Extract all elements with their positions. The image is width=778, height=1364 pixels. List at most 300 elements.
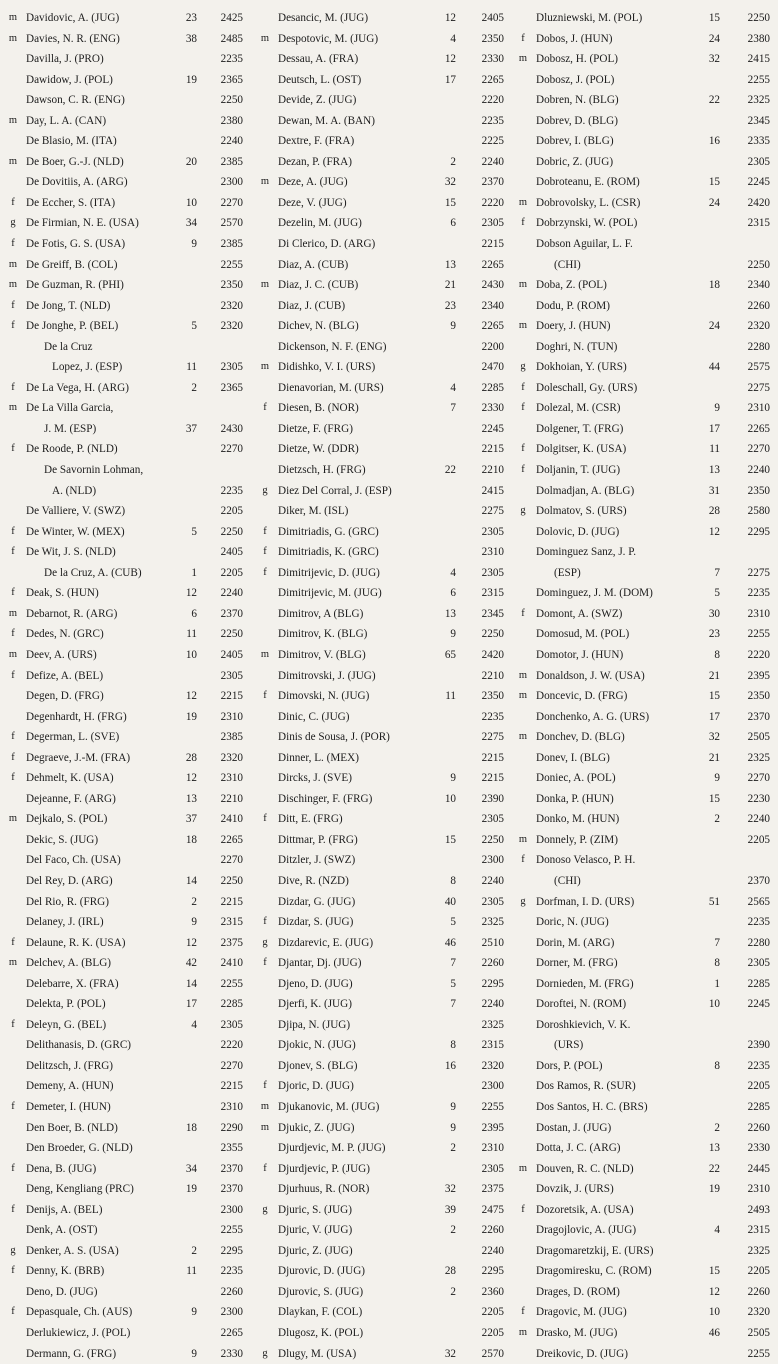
player-name: De Dovitiis, A. (ARG) [26, 176, 128, 189]
elo-rating: 2370 [747, 874, 770, 887]
games-count: 9 [450, 628, 456, 641]
player-name: Deev, A. (URS) [26, 648, 97, 661]
player-name: Dokhoian, Y. (URS) [536, 361, 627, 374]
elo-rating: 2493 [747, 1203, 770, 1216]
player-entry [4, 666, 256, 687]
elo-rating: 2270 [220, 443, 243, 456]
games-count: 15 [708, 792, 720, 805]
player-entry [256, 172, 514, 193]
player-entry [514, 522, 776, 543]
player-name: Dimitrijevic, D. (JUG) [278, 566, 380, 579]
player-entry [4, 49, 256, 70]
player-entry [514, 1159, 776, 1180]
elo-rating: 2350 [747, 690, 770, 703]
elo-rating: 2385 [220, 731, 243, 744]
elo-rating: 2200 [481, 340, 504, 353]
player-name: Denny, K. (BRB) [26, 1265, 105, 1278]
title-marker: g [10, 1244, 16, 1256]
elo-rating: 2265 [220, 1327, 243, 1339]
elo-rating: 2305 [220, 1018, 243, 1031]
player-entry [256, 522, 514, 543]
player-name: Dors, P. (POL) [536, 1059, 603, 1072]
player-entry [256, 1302, 514, 1323]
player-entry [4, 1076, 256, 1097]
games-count: 37 [185, 813, 197, 826]
title-marker: f [11, 751, 15, 763]
player-entry [4, 748, 256, 769]
elo-rating: 2235 [481, 710, 504, 723]
player-entry [256, 892, 514, 913]
player-name: Dena, B. (JUG) [26, 1162, 97, 1175]
elo-rating: 2415 [481, 484, 504, 497]
player-name: Dienavorian, M. (URS) [278, 381, 384, 394]
player-name: Deak, S. (HUN) [26, 587, 99, 600]
elo-rating: 2395 [747, 669, 770, 682]
player-name: Davilla, J. (PRO) [26, 53, 104, 66]
player-name: De Savornin Lohman, [44, 464, 144, 477]
elo-rating: 2270 [220, 1059, 243, 1072]
player-entry [514, 542, 776, 563]
games-count: 10 [708, 1306, 720, 1319]
games-count: 2 [450, 1285, 456, 1298]
player-name: Dobrev, D. (BLG) [536, 114, 618, 127]
elo-rating: 2215 [220, 895, 243, 908]
title-marker: f [11, 1265, 15, 1277]
player-name: Dominguez Sanz, J. P. [536, 546, 637, 559]
player-entry [256, 1261, 514, 1282]
player-entry [514, 994, 776, 1015]
player-name: Domont, A. (SWZ) [536, 607, 623, 620]
player-name: Degraeve, J.-M. (FRA) [26, 751, 131, 764]
title-marker: f [521, 854, 525, 866]
player-name: Donko, M. (HUN) [536, 813, 620, 826]
player-entry [4, 645, 256, 666]
player-entry [4, 1138, 256, 1159]
games-count: 7 [450, 998, 456, 1011]
elo-rating: 2215 [481, 772, 504, 785]
games-count: 2 [191, 381, 197, 394]
games-count: 9 [450, 1100, 456, 1113]
games-count: 9 [450, 320, 456, 333]
elo-rating: 2410 [220, 957, 243, 970]
elo-rating: 2295 [481, 977, 504, 990]
player-name: Doba, Z. (POL) [536, 279, 607, 292]
player-name: Dreikovic, D. (JUG) [536, 1347, 628, 1360]
player-name: Doric, N. (JUG) [536, 916, 609, 929]
player-name: Dittmar, P. (FRG) [278, 833, 358, 846]
player-entry [256, 1179, 514, 1200]
player-name: Doncevic, D. (FRG) [536, 690, 628, 703]
player-name: De Roode, P. (NLD) [26, 443, 118, 456]
games-count: 8 [714, 1059, 720, 1072]
player-name: Dobos, J. (HUN) [536, 32, 613, 45]
games-count: 18 [708, 279, 720, 292]
player-name: Di Clerico, D. (ARG) [278, 238, 376, 251]
games-count: 14 [185, 874, 197, 887]
elo-rating: 2315 [220, 916, 243, 929]
player-name: Dermann, G. (FRG) [26, 1347, 117, 1360]
player-entry [4, 439, 256, 460]
elo-rating: 2210 [481, 669, 504, 682]
games-count: 31 [708, 484, 720, 497]
elo-rating: 2215 [220, 1080, 243, 1093]
player-name: Delithanasis, D. (GRC) [26, 1039, 132, 1052]
player-entry [256, 152, 514, 173]
elo-rating: 2210 [481, 464, 504, 477]
player-name: Denijs, A. (BEL) [26, 1203, 103, 1216]
elo-rating: 2265 [481, 320, 504, 333]
title-marker: f [11, 299, 15, 311]
elo-rating: 2220 [747, 648, 770, 661]
title-marker: m [518, 1162, 528, 1174]
elo-rating: 2310 [747, 1183, 770, 1196]
elo-rating: 2275 [481, 731, 504, 744]
player-entry [514, 1015, 776, 1036]
games-count: 8 [450, 874, 456, 887]
elo-rating: 2205 [747, 833, 770, 846]
player-name: Denk, A. (OST) [26, 1224, 98, 1237]
elo-rating: 2285 [220, 998, 243, 1011]
player-name: Dluzniewski, M. (POL) [536, 12, 643, 24]
title-marker: m [8, 12, 18, 23]
elo-rating: 2315 [747, 1224, 770, 1237]
games-count: 40 [444, 895, 456, 908]
title-marker: m [260, 32, 270, 44]
elo-rating: 2340 [747, 279, 770, 292]
player-entry [256, 296, 514, 317]
games-count: 17 [185, 998, 197, 1011]
elo-rating: 2305 [747, 957, 770, 970]
games-count: 12 [185, 936, 197, 949]
player-name: De Eccher, S. (ITA) [26, 196, 116, 209]
games-count: 5 [191, 320, 197, 333]
elo-rating: 2485 [220, 32, 243, 45]
elo-rating: 2260 [747, 299, 770, 312]
elo-rating: 2415 [747, 53, 770, 66]
elo-rating: 2275 [747, 381, 770, 394]
elo-rating: 2295 [220, 1244, 243, 1257]
player-name: Degenhardt, H. (FRG) [26, 710, 127, 723]
title-marker: m [260, 1100, 270, 1112]
player-entry [514, 234, 776, 255]
player-entry [514, 481, 776, 502]
player-name: Djonev, S. (BLG) [278, 1059, 358, 1072]
player-entry [514, 29, 776, 50]
player-name: Derlukiewicz, J. (POL) [26, 1327, 131, 1339]
player-name: Donchenko, A. G. (URS) [536, 710, 650, 723]
player-name: Dizdar, S. (JUG) [278, 916, 354, 929]
player-entry [4, 830, 256, 851]
elo-rating: 2380 [747, 32, 770, 45]
player-entry [514, 316, 776, 337]
player-name: Del Faco, Ch. (USA) [26, 854, 121, 867]
elo-rating: 2260 [481, 957, 504, 970]
player-entry [4, 933, 256, 954]
player-name: Dawson, C. R. (ENG) [26, 94, 125, 107]
player-name: Dezan, P. (FRA) [278, 155, 352, 168]
player-name: Debarnot, R. (ARG) [26, 607, 118, 620]
player-entry [4, 522, 256, 543]
player-name: Dobrev, I. (BLG) [536, 135, 614, 148]
player-name: Dobroteanu, E. (ROM) [536, 176, 640, 189]
player-name: Dolgitser, K. (USA) [536, 443, 627, 456]
title-marker: f [521, 32, 525, 44]
games-count: 10 [185, 648, 197, 661]
player-name: Den Boer, B. (NLD) [26, 1121, 118, 1134]
elo-rating: 2325 [747, 94, 770, 107]
player-entry [4, 1344, 256, 1364]
games-count: 13 [708, 1142, 720, 1155]
elo-rating: 2505 [747, 1327, 770, 1339]
title-marker: m [518, 320, 528, 332]
games-count: 2 [450, 1224, 456, 1237]
player-entry [4, 604, 256, 625]
games-count: 16 [444, 1059, 456, 1072]
player-entry [514, 727, 776, 748]
elo-rating: 2395 [481, 1121, 504, 1134]
elo-rating: 2315 [747, 217, 770, 230]
elo-rating: 2420 [481, 648, 504, 661]
player-name: Deze, V. (JUG) [278, 196, 347, 209]
player-name: Dornieden, M. (FRG) [536, 977, 634, 990]
player-name: A. (NLD) [52, 484, 97, 497]
player-entry [4, 90, 256, 111]
player-entry [256, 1241, 514, 1262]
games-count: 4 [450, 381, 456, 394]
player-name: Dive, R. (NZD) [278, 874, 349, 887]
player-name: Dobson Aguilar, L. F. [536, 238, 633, 251]
elo-rating: 2205 [481, 1306, 504, 1319]
player-entry [256, 748, 514, 769]
player-entry [256, 1118, 514, 1139]
elo-rating: 2300 [481, 1080, 504, 1093]
elo-rating: 2270 [220, 854, 243, 867]
player-entry [514, 1200, 776, 1221]
elo-rating: 2250 [220, 94, 243, 107]
elo-rating: 2265 [481, 258, 504, 271]
title-marker: f [521, 1203, 525, 1215]
player-entry [256, 90, 514, 111]
player-name: Djukic, Z. (JUG) [278, 1121, 355, 1134]
player-name: Dobosz, H. (POL) [536, 53, 619, 66]
player-name: Djurdjevic, M. P. (JUG) [278, 1142, 386, 1155]
player-name: Doljanin, T. (JUG) [536, 464, 621, 477]
games-count: 9 [714, 402, 720, 415]
title-marker: f [11, 628, 15, 640]
player-name: Donka, P. (HUN) [536, 792, 614, 805]
player-entry [514, 1282, 776, 1303]
player-entry [4, 974, 256, 995]
player-name: Deno, D. (JUG) [26, 1285, 98, 1298]
player-entry [256, 49, 514, 70]
player-name: Dobrzynski, W. (POL) [536, 217, 638, 230]
title-marker: f [521, 443, 525, 455]
games-count: 7 [714, 936, 720, 949]
player-entry [514, 604, 776, 625]
player-entry [256, 871, 514, 892]
player-name: Douven, R. C. (NLD) [536, 1162, 634, 1175]
elo-rating: 2250 [481, 833, 504, 846]
player-name: Dragovic, M. (JUG) [536, 1306, 627, 1319]
player-name: Dodu, P. (ROM) [536, 299, 610, 312]
elo-rating: 2305 [481, 566, 504, 579]
elo-rating: 2270 [747, 772, 770, 785]
player-entry [256, 481, 514, 502]
player-name: Deze, A. (JUG) [278, 176, 348, 189]
player-entry [256, 809, 514, 830]
elo-rating: 2420 [747, 196, 770, 209]
games-count: 22 [444, 464, 456, 477]
player-entry [4, 1282, 256, 1303]
player-name: Dimitrov, K. (BLG) [278, 628, 368, 641]
player-entry [256, 953, 514, 974]
player-entry [514, 953, 776, 974]
games-count: 44 [708, 361, 720, 374]
title-marker: f [263, 690, 267, 702]
title-marker: f [263, 566, 267, 578]
player-name: Day, L. A. (CAN) [26, 114, 107, 127]
title-marker: m [518, 833, 528, 845]
title-marker: f [263, 916, 267, 928]
elo-rating: 2310 [747, 402, 770, 415]
player-name: Djurovic, D. (JUG) [278, 1265, 365, 1278]
elo-rating: 2255 [747, 73, 770, 86]
games-count: 5 [191, 525, 197, 538]
games-count: 15 [708, 12, 720, 24]
player-entry [4, 1261, 256, 1282]
player-entry [514, 1323, 776, 1344]
player-name: Dejkalo, S. (POL) [26, 813, 108, 826]
player-name: De la Cruz [44, 340, 93, 353]
games-count: 51 [708, 895, 720, 908]
title-marker: f [521, 464, 525, 476]
player-name: Denker, A. S. (USA) [26, 1244, 119, 1257]
games-count: 24 [708, 320, 720, 333]
player-name: Dehmelt, K. (USA) [26, 772, 114, 785]
player-entry [514, 789, 776, 810]
games-count: 42 [185, 957, 197, 970]
player-entry [4, 193, 256, 214]
games-count: 15 [708, 690, 720, 703]
player-name: De la Cruz, A. (CUB) [44, 566, 142, 579]
elo-rating: 2265 [481, 73, 504, 86]
title-marker: f [11, 320, 15, 332]
player-name: Dovzik, J. (URS) [536, 1183, 614, 1196]
player-name: Dolezal, M. (CSR) [536, 402, 621, 415]
player-name: Dlugosz, K. (POL) [278, 1327, 364, 1339]
player-entry [4, 789, 256, 810]
player-name: Dimitriadis, K. (GRC) [278, 546, 379, 559]
elo-rating: 2235 [220, 484, 243, 497]
elo-rating: 2320 [747, 1306, 770, 1319]
title-marker: m [8, 258, 18, 270]
player-name: Dietze, W. (DDR) [278, 443, 359, 456]
elo-rating: 2305 [481, 525, 504, 538]
player-name: Dobren, N. (BLG) [536, 94, 619, 107]
elo-rating: 2250 [747, 258, 770, 271]
player-entry [514, 501, 776, 522]
games-count: 11 [709, 443, 720, 456]
player-name: Dickenson, N. F. (ENG) [278, 340, 387, 353]
games-count: 8 [714, 648, 720, 661]
title-marker: m [518, 1327, 528, 1338]
title-marker: f [521, 217, 525, 229]
player-entry [4, 1220, 256, 1241]
title-marker: m [260, 648, 270, 660]
player-name: Dimitrovski, J. (JUG) [278, 669, 376, 682]
player-entry [514, 1138, 776, 1159]
player-entry [256, 29, 514, 50]
player-entry [4, 481, 256, 502]
elo-rating: 2370 [220, 1162, 243, 1175]
elo-rating: 2310 [747, 607, 770, 620]
player-entry [4, 994, 256, 1015]
title-marker: f [11, 669, 15, 681]
elo-rating: 2315 [481, 1039, 504, 1052]
player-entry [514, 49, 776, 70]
player-entry [4, 912, 256, 933]
games-count: 5 [714, 587, 720, 600]
elo-rating: 2300 [220, 1306, 243, 1319]
elo-rating: 2215 [220, 690, 243, 703]
elo-rating: 2335 [747, 135, 770, 148]
player-name: Doleschall, Gy. (URS) [536, 381, 638, 394]
title-marker: m [8, 32, 18, 44]
games-count: 46 [444, 936, 456, 949]
games-count: 9 [191, 238, 197, 251]
games-count: 21 [708, 751, 720, 764]
title-marker: f [263, 813, 267, 825]
player-name: Delaney, J. (IRL) [26, 916, 104, 929]
title-marker: g [262, 1347, 268, 1359]
elo-rating: 2510 [481, 936, 504, 949]
games-count: 4 [450, 566, 456, 579]
games-count: 2 [191, 1244, 197, 1257]
player-name: Delekta, P. (POL) [26, 998, 106, 1011]
games-count: 39 [444, 1203, 456, 1216]
player-entry [256, 378, 514, 399]
player-name: De Blasio, M. (ITA) [26, 135, 117, 148]
player-name: Desancic, M. (JUG) [278, 12, 369, 24]
player-entry [256, 707, 514, 728]
player-entry [4, 1056, 256, 1077]
player-name: De Wit, J. S. (NLD) [26, 546, 116, 559]
player-name: Dedes, N. (GRC) [26, 628, 104, 641]
games-count: 7 [450, 957, 456, 970]
player-entry [256, 316, 514, 337]
player-name: Dejeanne, F. (ARG) [26, 792, 116, 805]
elo-rating: 2300 [220, 176, 243, 189]
player-entry [514, 213, 776, 234]
player-entry [256, 1076, 514, 1097]
player-entry [514, 152, 776, 173]
elo-rating: 2240 [481, 998, 504, 1011]
elo-rating: 2245 [747, 176, 770, 189]
player-entry [514, 666, 776, 687]
title-marker: f [11, 381, 15, 393]
elo-rating: 2330 [747, 1142, 770, 1155]
player-name: Djeno, D. (JUG) [278, 977, 353, 990]
player-entry [4, 542, 256, 563]
title-marker: f [11, 238, 15, 250]
title-marker: f [521, 1306, 525, 1318]
title-marker: m [518, 53, 528, 65]
player-entry [256, 439, 514, 460]
player-entry [4, 871, 256, 892]
elo-rating: 2380 [220, 114, 243, 127]
player-entry [256, 789, 514, 810]
elo-rating: 2410 [220, 813, 243, 826]
